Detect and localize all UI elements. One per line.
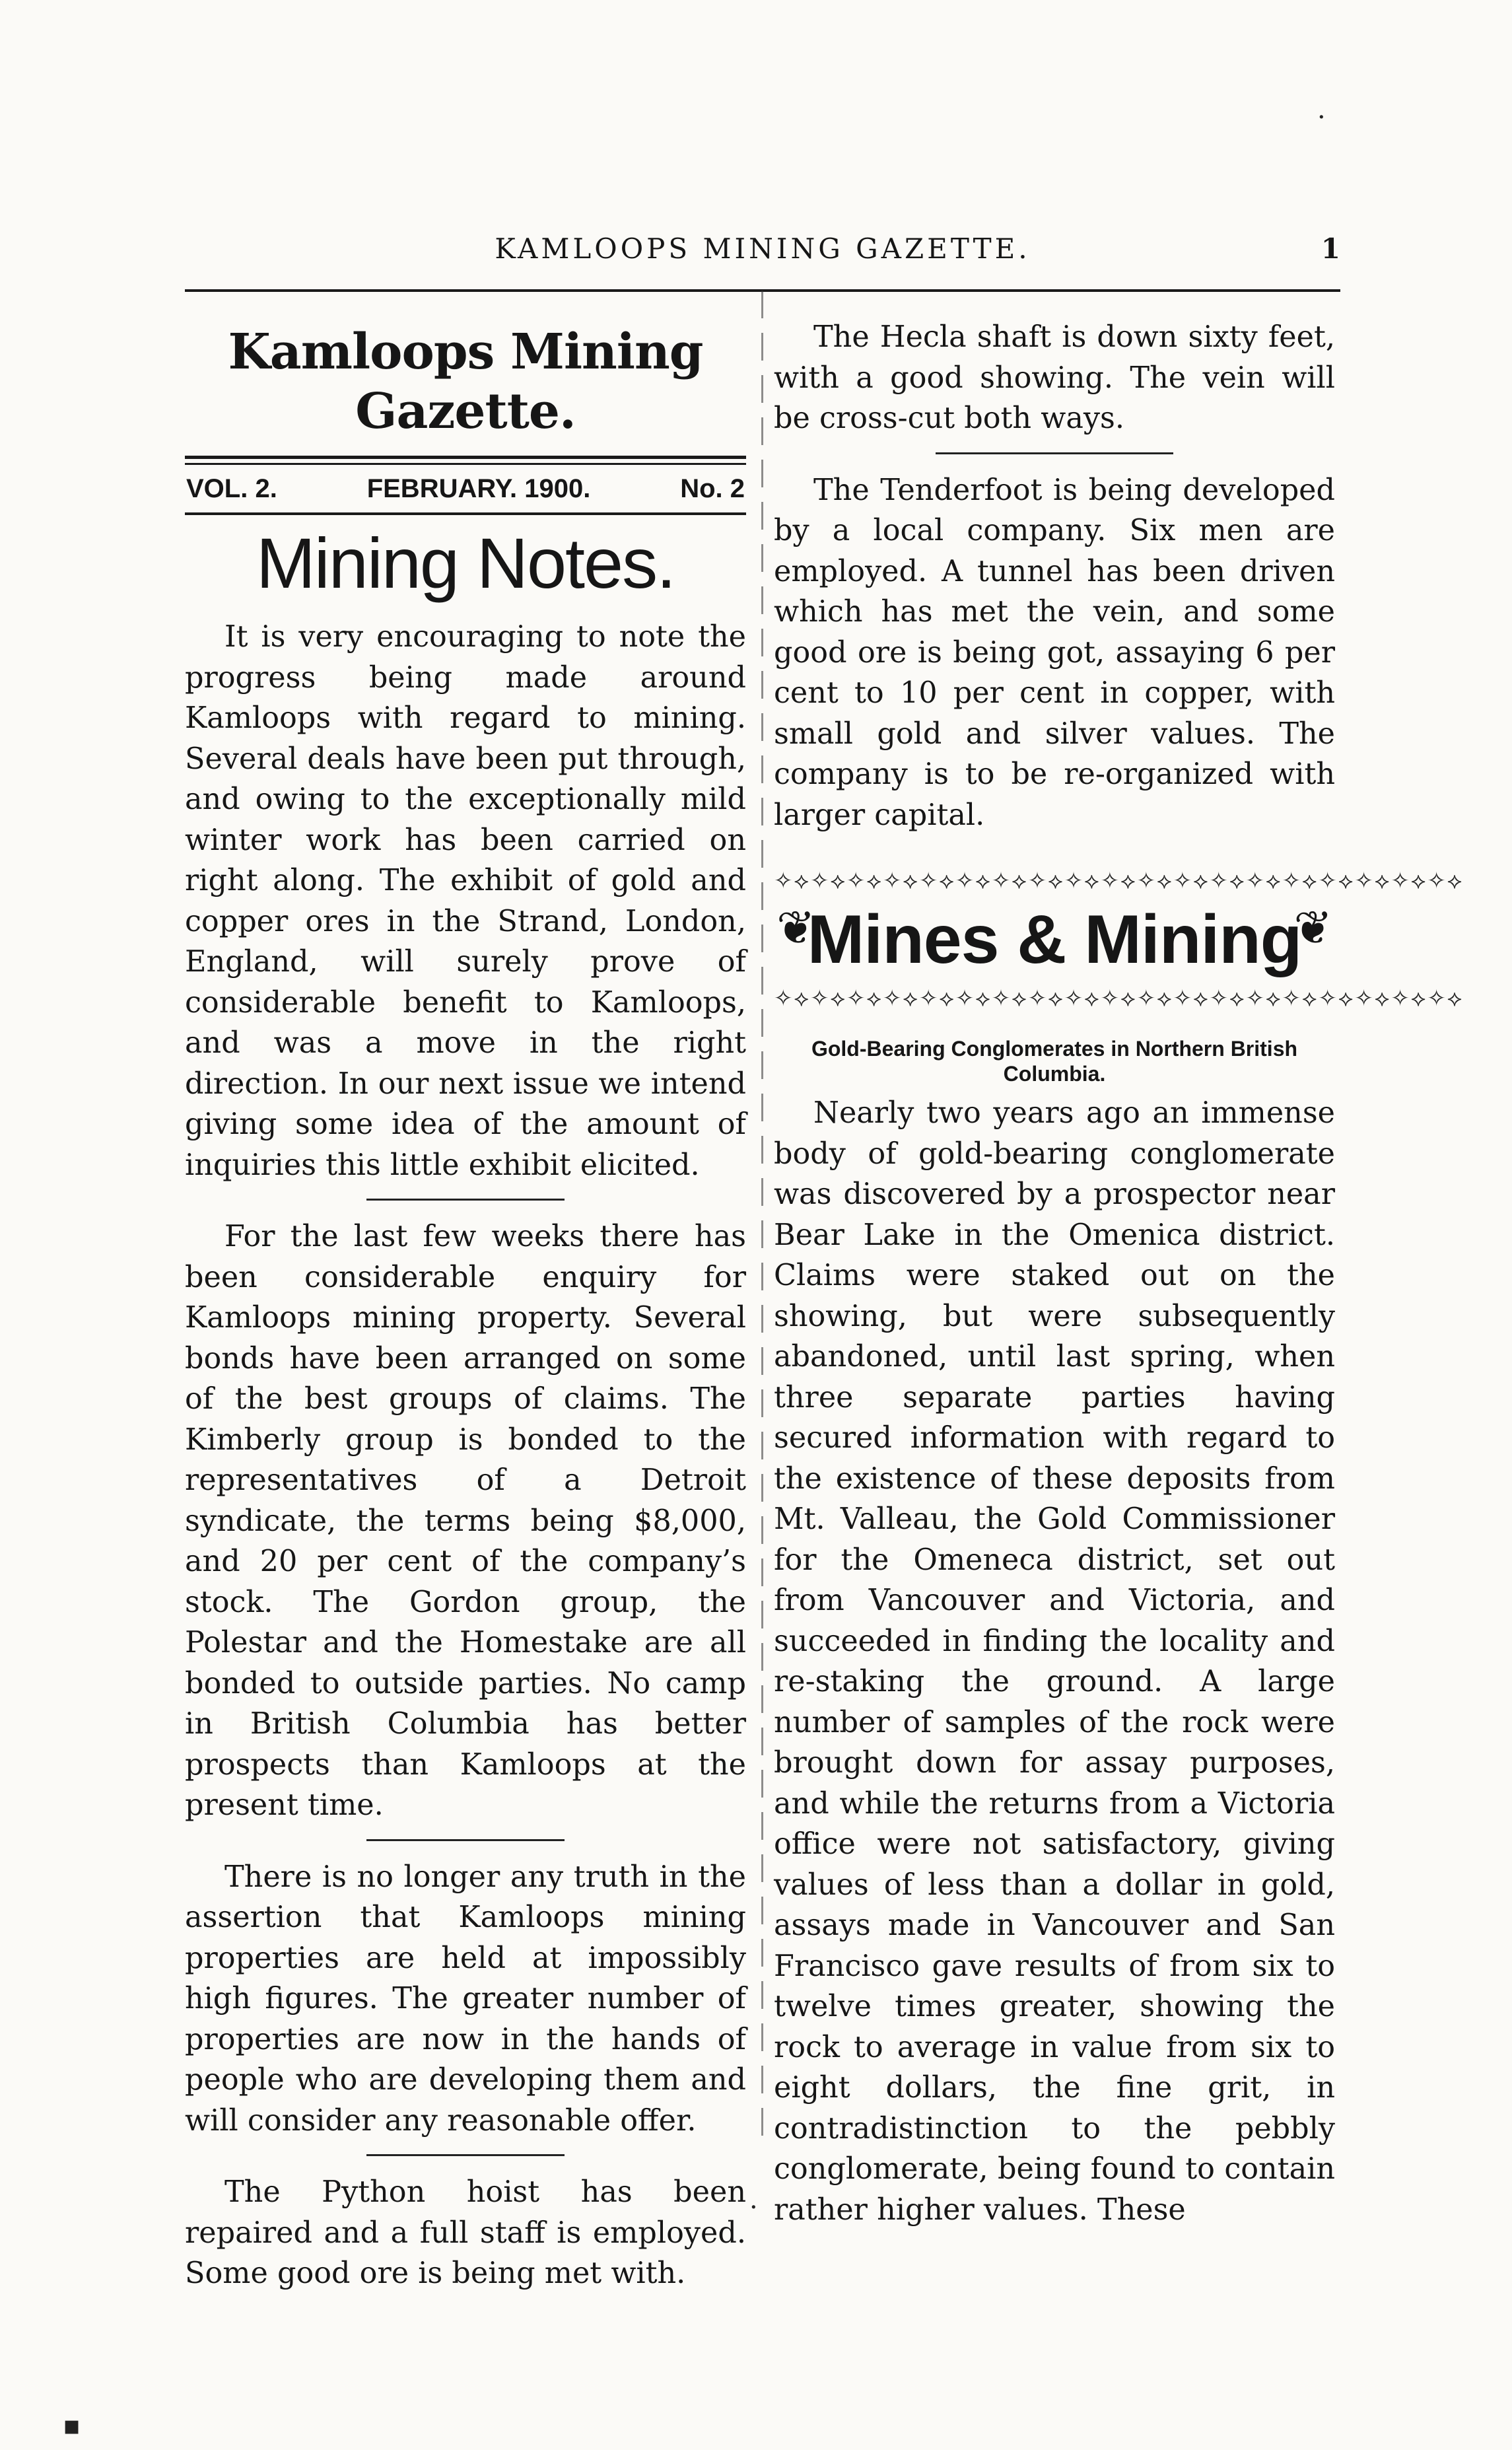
issue-line [185,465,746,510]
article-paragraph: There is no longer any truth in the assertion that Kamloops mining properties are held at impossibly high figures. The greater number of properties are now in the hands of people who are developing them and will consider any reasonable offer. [185,1860,746,2138]
mines-mining-title: Mines & Mining [807,901,1302,978]
article-paragraph: The Python hoist has been repaired and a full staff is employed. Some good ore is being met with. [185,2175,746,2290]
running-head [185,232,1340,272]
page-number: 1 [1321,232,1340,265]
speck-mark: ▪ [63,2410,81,2441]
column-divider [761,291,763,2146]
article-paragraph: The Hecla shaft is down sixty feet, with a good showing. The vein will be cross-cut both ways. [774,320,1335,435]
speck-mark: · [749,2192,758,2223]
paragraph-separator [936,452,1173,454]
article-paragraph: For the last few weeks there has been considerable enquiry for Kamloops mining property. Several bonds have been arranged on some of the best groups of claims. The Kimberly group is bonded to the representatives of a Detroit syndicate, the terms being $8,000, and 20 per cent of the company’s stock. The Gordon group, the Polestar and the Homestake are all bonded to outside parties. No camp in British Columbia has better prospects than Kamloops at the present time. [185,1220,746,1822]
masthead-title: Kamloops Mining Gazette. [228,324,703,440]
article-paragraph: Nearly two years ago an immense body of gold-bearing conglomerate was discovered by a prospector near Bear Lake in the Omenica district. Claims were staked out on the showing, but were subsequently abandoned, until last spring, when three separate parties having secured information with regard to the existence of these deposits from Mt. Valleau, the Gold Commissioner for the Omeneca district, set out from Vancouver and Victoria, and succeeded in finding the locality and re-staking the ground. A large number of samples of the rock were brought down for assay purposes, and while the returns from a Victoria office were not satisfactory, giving values of less than a dollar in gold, assays made in Vancouver and San Francisco gave results of from six to twelve times greater, showing the rock to average in value from six to eight dollars, the fine grit, in contradistinction to the pebbly conglomerate, being found to contain rather higher values. These [774,1096,1335,2227]
ornament-left-icon: ❦ [776,901,815,955]
article-paragraph: It is very encouraging to note the progress being made around Kamloops with regard to mining. Several deals have been put through, and owing to the exceptionally mild winter work has been carried on right along. The exhibit of gold and copper ores in the Strand, London, England, will surely prove of considerable benefit to Kamloops, and was a move in the right direction. In our next issue we intend giving some idea of the amount of inquiries this little exhibit elicited. [185,620,746,1182]
volume-label: VOL. 2. [186,474,277,503]
speck-mark: · [1317,102,1326,133]
left-column [185,291,746,2294]
ornamental-border-top: ✧⟡✧⟡✧⟡✧⟡✧⟡✧⟡✧⟡✧⟡✧⟡✧⟡✧⟡✧⟡✧⟡✧⟡✧⟡✧⟡✧⟡✧⟡✧⟡ [774,868,1464,894]
mining-notes-title: Mining Notes. [256,523,675,603]
running-title: KAMLOOPS MINING GAZETTE. [495,232,1031,265]
issue-rule [185,512,746,515]
article-paragraph: The Tenderfoot is being developed by a local company. Six men are employed. A tunnel has been driven which has met the vein, and some good ore is being got, assaying 6 per cent to 10 per cent in copper, with small gold and silver values. The company is to be re-organized with larger capital. [774,473,1335,832]
article-subheading: Gold-Bearing Conglomerates in Northern British Columbia. [811,1037,1298,1086]
issue-number: No. 2 [680,474,745,503]
paragraph-separator [366,1199,565,1201]
ornamental-border-bottom: ✧⟡✧⟡✧⟡✧⟡✧⟡✧⟡✧⟡✧⟡✧⟡✧⟡✧⟡✧⟡✧⟡✧⟡✧⟡✧⟡✧⟡✧⟡✧⟡ [774,985,1464,1012]
ornament-right-icon: ❦ [1293,901,1332,955]
paragraph-separator [366,2154,565,2156]
issue-date: FEBRUARY. 1900. [366,474,591,503]
right-column [774,291,1464,2230]
masthead-rule [185,456,746,465]
paragraph-separator [366,1839,565,1841]
mines-mining-banner [774,868,1464,1033]
